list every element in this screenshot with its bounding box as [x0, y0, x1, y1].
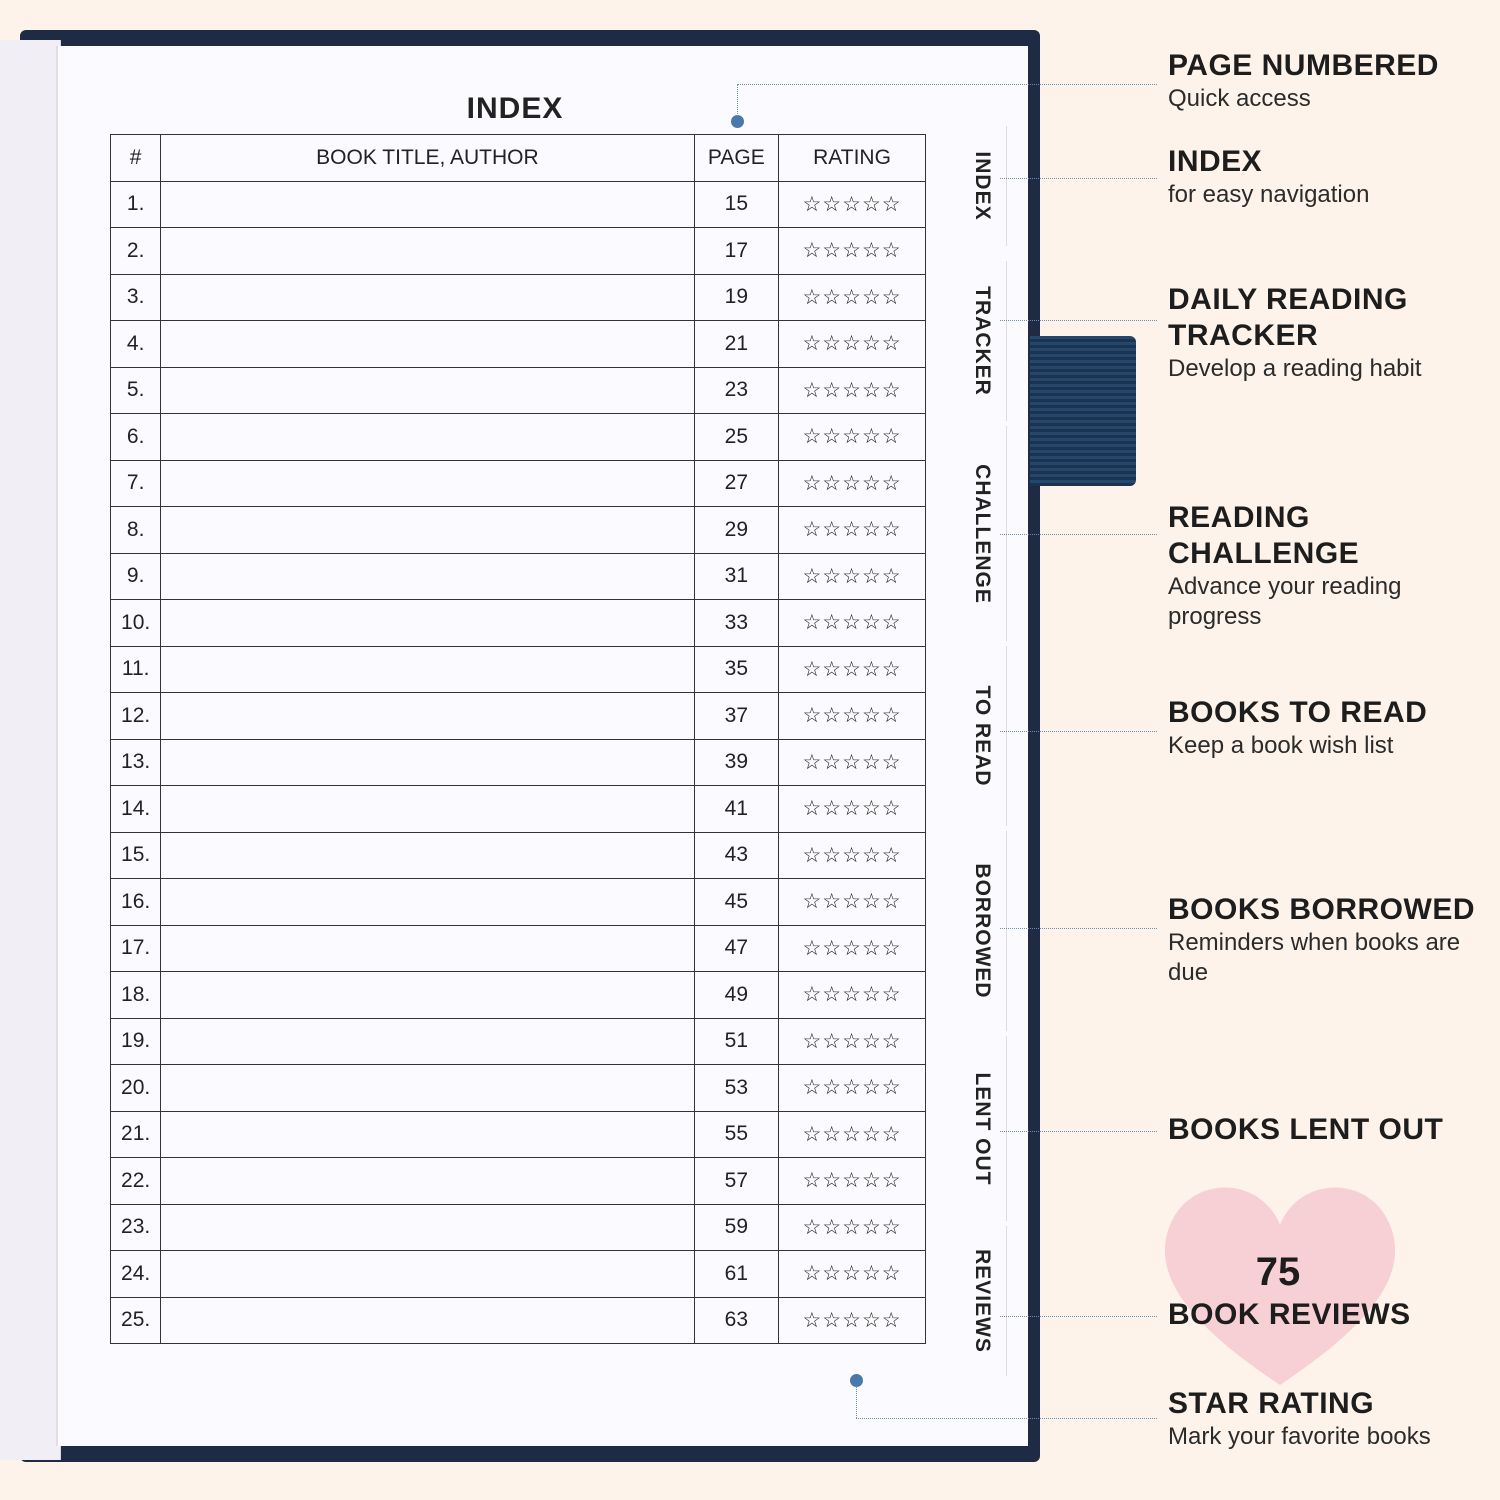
star-rating[interactable]: ☆☆☆☆☆: [779, 646, 926, 693]
row-number: 16.: [111, 879, 161, 926]
leader-line: [1000, 534, 1157, 535]
table-row: [111, 925, 926, 972]
title-cell[interactable]: [161, 507, 694, 554]
feature-index: [1168, 144, 1498, 210]
feature-subtitle: Quick access: [1168, 85, 1311, 112]
title-cell[interactable]: [161, 1018, 694, 1065]
feature-borrowed: [1168, 892, 1498, 988]
feature-lent-out: [1168, 1112, 1498, 1148]
leader-line: [1000, 320, 1157, 321]
header-num: #: [111, 135, 161, 182]
star-rating[interactable]: ☆☆☆☆☆: [779, 1158, 926, 1205]
page-number: 61: [694, 1251, 779, 1298]
feature-title: BOOKS TO READ: [1168, 696, 1428, 729]
table-row: [111, 1158, 926, 1205]
row-number: 10.: [111, 600, 161, 647]
feature-to-read: [1168, 695, 1498, 761]
title-cell[interactable]: [161, 832, 694, 879]
star-rating[interactable]: ☆☆☆☆☆: [779, 181, 926, 228]
table-row: [111, 1297, 926, 1344]
title-cell[interactable]: [161, 1065, 694, 1112]
table-row: [111, 1111, 926, 1158]
tab-label: TRACKER: [971, 286, 994, 396]
table-row: [111, 832, 926, 879]
table-row: [111, 693, 926, 740]
title-cell[interactable]: [161, 646, 694, 693]
feature-challenge: [1168, 500, 1498, 632]
page-number: 53: [694, 1065, 779, 1112]
star-rating[interactable]: ☆☆☆☆☆: [779, 367, 926, 414]
left-page: [0, 40, 61, 1460]
feature-subtitle: for easy navigation: [1168, 181, 1370, 208]
tab-to-read: [958, 646, 1007, 826]
row-number: 5.: [111, 367, 161, 414]
title-cell[interactable]: [161, 1204, 694, 1251]
leader-line: [856, 1418, 1157, 1419]
table-row: [111, 274, 926, 321]
row-number: 14.: [111, 786, 161, 833]
section-tabs: [958, 126, 1006, 1376]
page-number: 51: [694, 1018, 779, 1065]
star-rating[interactable]: ☆☆☆☆☆: [779, 1251, 926, 1298]
leader-line: [1000, 1131, 1157, 1132]
table-row: [111, 739, 926, 786]
star-rating[interactable]: ☆☆☆☆☆: [779, 972, 926, 1019]
star-rating[interactable]: ☆☆☆☆☆: [779, 414, 926, 461]
star-rating[interactable]: ☆☆☆☆☆: [779, 693, 926, 740]
page-number: 21: [694, 321, 779, 368]
table-row: [111, 553, 926, 600]
row-number: 7.: [111, 460, 161, 507]
feature-page-numbered: [1168, 48, 1498, 114]
feature-subtitle: Keep a book wish list: [1168, 732, 1394, 759]
table-row: [111, 367, 926, 414]
table-row: [111, 1018, 926, 1065]
title-cell[interactable]: [161, 274, 694, 321]
leader-line: [856, 1386, 857, 1418]
table-row: [111, 786, 926, 833]
tab-label: INDEX: [971, 151, 994, 221]
header-title: BOOK TITLE, AUTHOR: [161, 135, 694, 182]
row-number: 23.: [111, 1204, 161, 1251]
star-rating[interactable]: ☆☆☆☆☆: [779, 1065, 926, 1112]
title-cell[interactable]: [161, 1297, 694, 1344]
header-page: PAGE: [694, 135, 779, 182]
feature-title: BOOKS LENT OUT: [1168, 1113, 1444, 1146]
title-cell[interactable]: [161, 1111, 694, 1158]
tab-tracker: [958, 261, 1007, 421]
star-rating[interactable]: ☆☆☆☆☆: [779, 228, 926, 275]
feature-reviews: [1168, 1297, 1498, 1333]
page-number: 47: [694, 925, 779, 972]
row-number: 18.: [111, 972, 161, 1019]
row-number: 20.: [111, 1065, 161, 1112]
title-cell[interactable]: [161, 181, 694, 228]
page-number: 29: [694, 507, 779, 554]
title-cell[interactable]: [161, 228, 694, 275]
page-title: INDEX: [466, 92, 564, 125]
page-number: 43: [694, 832, 779, 879]
feature-title: TRACKER: [1168, 319, 1319, 352]
leader-line: [1000, 731, 1157, 732]
feature-subtitle: Reminders when books are due: [1168, 929, 1461, 986]
feature-subtitle: Advance your reading progress: [1168, 573, 1402, 630]
table-row: [111, 181, 926, 228]
page-number: 49: [694, 972, 779, 1019]
page-number: 33: [694, 600, 779, 647]
tab-lent-out: [958, 1036, 1007, 1221]
feature-title: BOOK REVIEWS: [1168, 1298, 1411, 1331]
feature-subtitle: Mark your favorite books: [1168, 1423, 1431, 1450]
index-table: [110, 134, 926, 1344]
page-number: 45: [694, 879, 779, 926]
star-rating[interactable]: ☆☆☆☆☆: [779, 600, 926, 647]
table-row: [111, 879, 926, 926]
star-rating[interactable]: ☆☆☆☆☆: [779, 553, 926, 600]
tab-label: TO READ: [971, 685, 994, 787]
leader-line: [737, 84, 1157, 85]
header-rating: RATING: [779, 135, 926, 182]
page-number: 19: [694, 274, 779, 321]
row-number: 6.: [111, 414, 161, 461]
table-row: [111, 507, 926, 554]
row-number: 9.: [111, 553, 161, 600]
title-cell[interactable]: [161, 879, 694, 926]
table-row: [111, 1065, 926, 1112]
star-rating[interactable]: ☆☆☆☆☆: [779, 460, 926, 507]
title-cell[interactable]: [161, 553, 694, 600]
row-number: 24.: [111, 1251, 161, 1298]
row-number: 12.: [111, 693, 161, 740]
table-row: [111, 1251, 926, 1298]
table-row: [111, 228, 926, 275]
feature-star-rating: [1168, 1386, 1498, 1452]
page-number: 23: [694, 367, 779, 414]
title-cell[interactable]: [161, 367, 694, 414]
page-number: 63: [694, 1297, 779, 1344]
row-number: 21.: [111, 1111, 161, 1158]
title-cell[interactable]: [161, 1251, 694, 1298]
tab-label: LENT OUT: [971, 1072, 994, 1185]
page-number: 25: [694, 414, 779, 461]
table-row: [111, 646, 926, 693]
title-cell[interactable]: [161, 786, 694, 833]
page-number: 59: [694, 1204, 779, 1251]
table-header-row: [111, 135, 926, 182]
title-cell[interactable]: [161, 321, 694, 368]
leader-line: [737, 84, 738, 116]
page-number: 15: [694, 181, 779, 228]
title-cell[interactable]: [161, 739, 694, 786]
feature-title: STAR RATING: [1168, 1387, 1375, 1420]
title-cell[interactable]: [161, 414, 694, 461]
table-row: [111, 1204, 926, 1251]
leader-line: [1000, 178, 1157, 179]
feature-tracker: [1168, 282, 1498, 384]
page-number: 57: [694, 1158, 779, 1205]
star-rating[interactable]: ☆☆☆☆☆: [779, 1204, 926, 1251]
feature-title: INDEX: [1168, 145, 1263, 178]
star-rating[interactable]: ☆☆☆☆☆: [779, 274, 926, 321]
page-number: 39: [694, 739, 779, 786]
row-number: 22.: [111, 1158, 161, 1205]
page-number: 31: [694, 553, 779, 600]
feature-title: DAILY READING: [1168, 283, 1408, 316]
page-number: 27: [694, 460, 779, 507]
star-rating[interactable]: ☆☆☆☆☆: [779, 321, 926, 368]
table-row: [111, 460, 926, 507]
feature-subtitle: Develop a reading habit: [1168, 355, 1422, 382]
star-rating[interactable]: ☆☆☆☆☆: [779, 879, 926, 926]
title-cell[interactable]: [161, 1158, 694, 1205]
row-number: 8.: [111, 507, 161, 554]
table-row: [111, 972, 926, 1019]
row-number: 2.: [111, 228, 161, 275]
tab-label: BORROWED: [971, 863, 994, 999]
leader-line: [1000, 928, 1157, 929]
row-number: 17.: [111, 925, 161, 972]
row-number: 15.: [111, 832, 161, 879]
page-number: 41: [694, 786, 779, 833]
star-rating[interactable]: ☆☆☆☆☆: [779, 925, 926, 972]
page-number: 17: [694, 228, 779, 275]
row-number: 1.: [111, 181, 161, 228]
feature-title: READING CHALLENGE: [1168, 501, 1360, 570]
page-number: 37: [694, 693, 779, 740]
title-cell[interactable]: [161, 925, 694, 972]
feature-title: BOOKS BORROWED: [1168, 893, 1475, 926]
star-rating[interactable]: ☆☆☆☆☆: [779, 1111, 926, 1158]
row-number: 19.: [111, 1018, 161, 1065]
row-number: 3.: [111, 274, 161, 321]
leader-line: [1000, 1316, 1157, 1317]
star-rating[interactable]: ☆☆☆☆☆: [779, 739, 926, 786]
title-cell[interactable]: [161, 972, 694, 1019]
star-rating[interactable]: ☆☆☆☆☆: [779, 1018, 926, 1065]
star-rating[interactable]: ☆☆☆☆☆: [779, 786, 926, 833]
table-row: [111, 600, 926, 647]
title-cell[interactable]: [161, 693, 694, 740]
page-number: 55: [694, 1111, 779, 1158]
row-number: 4.: [111, 321, 161, 368]
star-rating[interactable]: ☆☆☆☆☆: [779, 1297, 926, 1344]
star-rating[interactable]: ☆☆☆☆☆: [779, 832, 926, 879]
tab-reviews: [958, 1226, 1007, 1376]
feature-title: PAGE NUMBERED: [1168, 49, 1439, 82]
table-row: [111, 414, 926, 461]
row-number: 11.: [111, 646, 161, 693]
page-number: 35: [694, 646, 779, 693]
tab-label: CHALLENGE: [971, 463, 994, 604]
title-cell[interactable]: [161, 460, 694, 507]
callout-dot: [731, 115, 744, 128]
tab-label: REVIEWS: [971, 1249, 994, 1353]
table-row: [111, 321, 926, 368]
tab-borrowed: [958, 831, 1007, 1031]
elastic-band: [1030, 336, 1136, 486]
tab-index: [958, 126, 1007, 246]
title-cell[interactable]: [161, 600, 694, 647]
reviews-count: 75: [1255, 1250, 1301, 1294]
star-rating[interactable]: ☆☆☆☆☆: [779, 507, 926, 554]
row-number: 25.: [111, 1297, 161, 1344]
row-number: 13.: [111, 739, 161, 786]
